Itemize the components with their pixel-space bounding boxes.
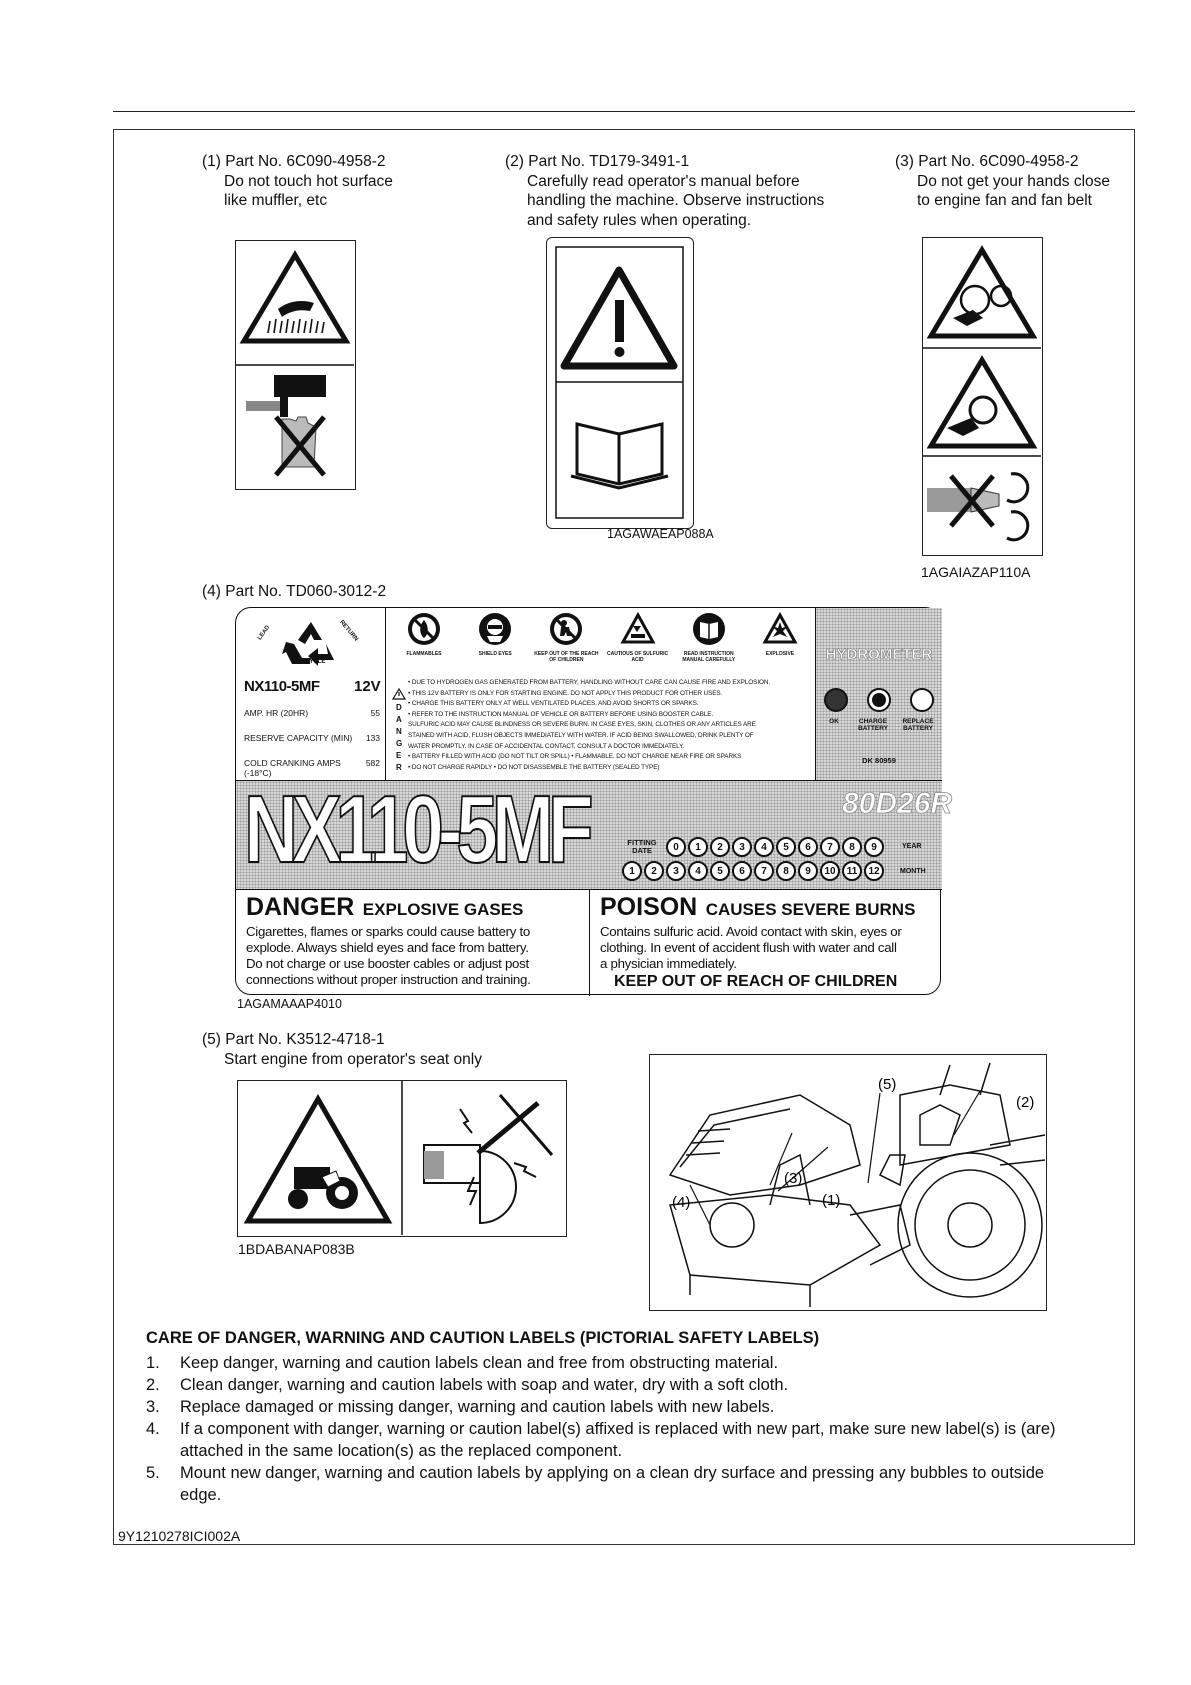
label-4-code: 1AGAMAAAP4010 (237, 997, 342, 1011)
icon-caption: CAUTIOUS OF SULFURIC ACID (607, 651, 669, 663)
care-item-number: 4. (146, 1420, 160, 1438)
label-5-decal (237, 1080, 567, 1237)
keep-out-text: KEEP OUT OF REACH OF CHILDREN (614, 973, 898, 990)
month-label: MONTH (900, 868, 926, 875)
date-number-circle: 6 (798, 837, 818, 857)
icon-caption: READ INSTRUCTION MANUAL CAREFULLY (682, 651, 736, 663)
battery-label (235, 607, 953, 995)
poison-line: Contains sulfuric acid. Avoid contact with skin, eyes or (600, 924, 902, 939)
label-1-desc-line: like muffler, etc (224, 192, 328, 209)
label-1-decal (235, 240, 356, 490)
danger-text (246, 924, 589, 988)
icon-caption: EXPLOSIVE (765, 651, 795, 657)
date-number-circle: 9 (798, 861, 818, 881)
label-2-decal (546, 237, 694, 529)
hot-surface-icon (236, 241, 354, 488)
date-number-circle: 3 (732, 837, 752, 857)
date-number-circle: 4 (754, 837, 774, 857)
hydrometer-panel (816, 608, 942, 780)
spec-value: 133 (365, 733, 380, 743)
danger-line: explode. Always shield eyes and face from battery. (246, 940, 529, 955)
icon-caption: KEEP OUT OF THE REACH OF CHILDREN (534, 651, 599, 663)
battery-big-model: NX110-5MF (244, 776, 588, 883)
care-item-number: 3. (146, 1398, 160, 1416)
spec-label: RESERVE CAPACITY (MIN) (244, 733, 353, 743)
battery-spec-panel (236, 608, 386, 780)
battery-specs (244, 708, 380, 778)
date-number-circle: 7 (820, 837, 840, 857)
warning-line: WATER PROMPTLY. IN CASE OF ACCIDENTAL CONTACT, CONSULT A DOCTOR IMMEDIATELY. (408, 742, 685, 750)
care-item (146, 1462, 1080, 1506)
read-manual-item (675, 612, 743, 672)
battery-model-band (236, 776, 953, 890)
warning-line: • THIS 12V BATTERY IS ONLY FOR STARTING ENGINE. DO NOT APPLY THIS PRODUCT FOR OTHER USES. (408, 689, 723, 697)
danger-line: Cigarettes, flames or sparks could cause battery to (246, 924, 531, 939)
label-5-desc-line: Start engine from operator's seat only (224, 1050, 482, 1068)
no-children-icon (549, 612, 583, 646)
shield-eyes-item (461, 612, 529, 672)
date-number-circle: 4 (688, 861, 708, 881)
care-item-number: 5. (146, 1464, 160, 1482)
care-item-text: Replace damaged or missing danger, warning and caution labels with new labels. (180, 1398, 775, 1416)
label-2-desc-line: and safety rules when operating. (527, 211, 752, 229)
hydrometer-indicator-icon (822, 686, 936, 714)
battery-voltage: 12V (354, 678, 381, 695)
date-number-circle: 8 (776, 861, 796, 881)
date-number-circle: 9 (864, 837, 884, 857)
care-item-text: If a component with danger, warning or caution label(s) affixed is replaced with new part, make sure new label(s) is (are) attached in the same location(s) as the replaced component. (180, 1420, 1056, 1460)
label-4-part-number: (4) Part No. TD060-3012-2 (202, 583, 387, 600)
warning-manual-icon (547, 238, 692, 527)
acid-warning-icon (621, 612, 655, 646)
recycle-text: RECYCLE (296, 659, 326, 665)
icon-caption: SHIELD EYES (478, 651, 512, 657)
state-charge: CHARGE BATTERY (858, 718, 888, 732)
date-number-circle: 1 (688, 837, 708, 857)
date-number-circle: 5 (710, 861, 730, 881)
fitting-year-row (666, 837, 884, 857)
care-item-text: Mount new danger, warning and caution labels by applying on a clean dry surface and pressing any bubbles to outside edge. (180, 1464, 1045, 1504)
recycle-lead-text: LEAD (257, 624, 272, 642)
danger-panel (236, 890, 590, 996)
poison-sub: CAUSES SEVERE BURNS (705, 900, 916, 919)
label-3-caption (895, 152, 1110, 211)
hydrometer-code: DK 80959 (862, 756, 896, 765)
no-flame-icon (407, 612, 441, 646)
danger-head: DANGER (246, 893, 355, 921)
label-3-desc-line: to engine fan and fan belt (917, 192, 1092, 209)
spec-row (244, 708, 380, 733)
hydrometer-title: HYDROMETER (825, 646, 933, 663)
warning-line: • DUE TO HYDROGEN GAS GENERATED FROM BATTERY, HANDLING WITHOUT CARE CAN CAUSE FIRE AND EXPLOSION. (408, 679, 771, 686)
spec-label: COLD CRANKING AMPS (-18°C) (244, 758, 341, 778)
battery-warning-panel (386, 608, 816, 780)
date-number-circle: 11 (842, 861, 862, 881)
warning-line: • BATTERY FILLED WITH ACID (DO NOT TILT OR SPILL) • FLAMMABLE. DO NOT CHARGE NEAR FIRE OR SPARKS (408, 753, 742, 761)
callout-1: (1) (822, 1192, 841, 1209)
danger-heading (246, 894, 589, 924)
date-number-circle: 8 (842, 837, 862, 857)
spec-row (244, 733, 380, 758)
warning-triangle-icon (392, 688, 406, 700)
battery-size-code: 80D26R (842, 787, 953, 820)
date-number-circle: 1 (622, 861, 642, 881)
care-item-number: 2. (146, 1376, 160, 1394)
label-3-part-number: (3) Part No. 6C090-4958-2 (895, 153, 1079, 170)
label-2-code: 1AGAWAEAP088A (607, 527, 714, 541)
recycle-return-text: RETURN (338, 619, 359, 643)
care-item (146, 1396, 1080, 1418)
care-item-number: 1. (146, 1354, 160, 1372)
callout-4: (4) (672, 1194, 691, 1211)
label-1-caption (202, 152, 393, 211)
date-number-circle: 3 (666, 861, 686, 881)
danger-sub: EXPLOSIVE GASES (362, 900, 524, 919)
document-code: 9Y1210278ICI002A (118, 1528, 241, 1544)
callout-3: (3) (784, 1170, 803, 1187)
label-3-desc-line: Do not get your hands close (917, 172, 1111, 190)
state-ok: OK (829, 718, 839, 725)
fitting-date-label: FITTING DATE (627, 838, 657, 855)
poison-panel (590, 890, 942, 996)
spec-value: 582 (365, 758, 380, 768)
label-3-code: 1AGAIAZAP110A (921, 564, 1031, 580)
year-label: YEAR (902, 843, 922, 850)
poison-head: POISON (600, 893, 698, 921)
label-2-caption (505, 152, 824, 230)
battery-model: NX110-5MF (244, 678, 320, 695)
care-item-text: Clean danger, warning and caution labels with soap and water, dry with a soft cloth. (180, 1376, 789, 1394)
explosive-item (746, 612, 814, 672)
danger-line: Do not charge or use booster cables or adjust post (246, 956, 529, 971)
manual-icon (692, 612, 726, 646)
date-number-circle: 6 (732, 861, 752, 881)
explosive-icon (763, 612, 797, 646)
date-number-circle: 12 (864, 861, 884, 881)
poison-line: clothing. In event of accident flush with water and call (600, 940, 897, 955)
poison-line: a physician immediately. (600, 956, 737, 971)
battery-icon-row (390, 612, 814, 672)
poison-text (600, 924, 942, 972)
label-1-part-number: (1) Part No. 6C090-4958-2 (202, 153, 386, 170)
warning-line: • REFER TO THE INSTRUCTION MANUAL OF VEHICLE OR BATTERY BEFORE USING BOOSTER CABLE. (408, 710, 714, 718)
callout-2: (2) (1016, 1094, 1035, 1111)
warning-line: • CHARGE THIS BATTERY ONLY AT WELL VENTILATED PLACES. AND AVOID SHORTS OR SPARKS. (408, 700, 699, 708)
care-list (146, 1352, 1080, 1506)
date-number-circle: 2 (710, 837, 730, 857)
danger-line: connections without proper instruction and training. (246, 972, 531, 987)
hydrometer-states (820, 718, 938, 732)
spec-label: AMP. HR (20HR) (244, 708, 309, 718)
warning-line: SULFURIC ACID MAY CAUSE BLINDNESS OR SEVERE BURN. IN CASE EYES, SKIN, CLOTHES OR ANY ARTICLES ARE (408, 721, 756, 729)
label-5-caption (202, 1030, 482, 1069)
fitting-month-row (622, 861, 884, 881)
keep-children-item (532, 612, 600, 672)
fan-belt-hazard-icon (923, 238, 1041, 554)
battery-warning-text (408, 678, 813, 773)
care-item-text: Keep danger, warning and caution labels clean and free from obstructing material. (180, 1354, 779, 1372)
callout-5: (5) (878, 1076, 897, 1093)
label-2-desc-line: handling the machine. Observe instructions (527, 192, 825, 209)
poison-heading (600, 894, 942, 924)
care-item (146, 1352, 1080, 1374)
icon-caption: FLAMMABLES (406, 651, 442, 657)
label-2-desc-line: Carefully read operator's manual before (527, 172, 800, 190)
eye-shield-icon (478, 612, 512, 646)
date-number-circle: 0 (666, 837, 686, 857)
label-2-part-number: (2) Part No. TD179-3491-1 (505, 153, 690, 170)
label-1-desc-line: Do not touch hot surface (224, 172, 393, 190)
label-5-code: 1BDABANAP083B (238, 1241, 355, 1257)
care-item (146, 1374, 1080, 1396)
date-number-circle: 5 (776, 837, 796, 857)
date-number-circle: 7 (754, 861, 774, 881)
warning-line: STAINED WITH ACID, FLUSH OBJECTS IMMEDIATELY WITH WATER. IF ACID BEING SWALLOWED, DRINK PLENTY OF (408, 731, 754, 739)
start-from-seat-icon (238, 1081, 565, 1235)
date-number-circle: 2 (644, 861, 664, 881)
spec-value: 55 (370, 708, 380, 718)
date-number-circle: 10 (820, 861, 840, 881)
label-location-diagram (649, 1054, 1047, 1311)
tractor-illustration (650, 1055, 1045, 1309)
flammables-item (390, 612, 458, 672)
care-item (146, 1418, 1080, 1462)
label-3-decal (922, 237, 1043, 556)
care-title: CARE OF DANGER, WARNING AND CAUTION LABELS (PICTORIAL SAFETY LABELS) (146, 1329, 820, 1347)
sulfuric-acid-item (604, 612, 672, 672)
header-rule (113, 111, 1135, 112)
label-5-part-number: (5) Part No. K3512-4718-1 (202, 1031, 385, 1048)
warning-line: • DO NOT CHARGE RAPIDLY • DO NOT DISASSEMBLE THE BATTERY (SEALED TYPE) (408, 763, 660, 771)
danger-vertical-text: D A N G E R (396, 703, 403, 772)
state-replace: REPLACE BATTERY (902, 718, 934, 732)
